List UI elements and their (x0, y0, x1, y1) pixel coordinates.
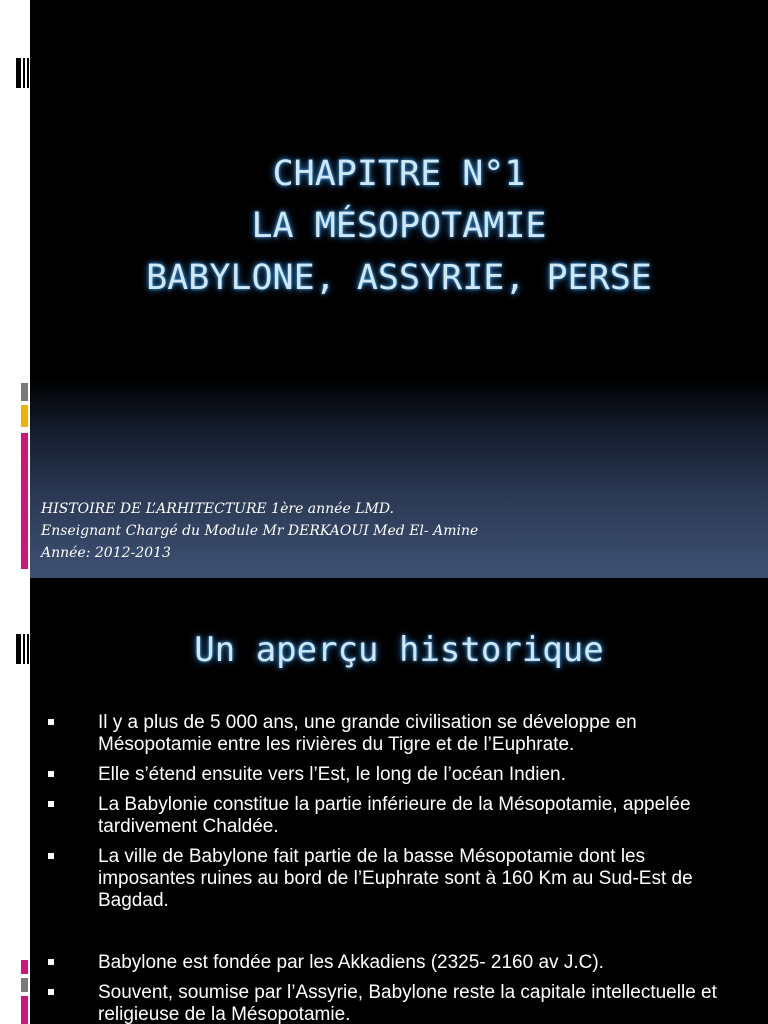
list-item (48, 712, 738, 756)
bullet-square-icon (48, 853, 54, 859)
year-line: Année: 2012-2013 (41, 545, 171, 561)
title-line: BABYLONE, ASSYRIE, PERSE (146, 258, 652, 298)
bullet-square-icon (48, 801, 54, 807)
course-line: HISTOIRE DE L’ARHITECTURE 1ère année LMD. (41, 501, 395, 517)
bullet-text: Elle s’étend ensuite vers l’Est, le long de l’océan Indien. (98, 764, 566, 785)
bullet-square-icon (48, 989, 54, 995)
bullet-square-icon (48, 959, 54, 965)
title-line: LA MÉSOPOTAMIE (251, 206, 547, 246)
list-item (48, 764, 738, 786)
accent-bar (21, 960, 28, 1024)
list-item (48, 846, 738, 912)
accent-bar (21, 383, 28, 569)
slide-marker-icon (15, 58, 29, 88)
slide-title: Un aperçu historique (194, 630, 604, 670)
bullet-text: Babylone est fondée par les Akkadiens (2325- 2160 av J.C). (98, 952, 604, 973)
teacher-line: Enseignant Chargé du Module Mr DERKAOUI Med El- Amine (41, 523, 479, 539)
list-item (48, 952, 738, 974)
title-line: CHAPITRE N°1 (272, 154, 526, 194)
list-item (48, 794, 738, 838)
bullet-text: Souvent, soumise par l’Assyrie, Babylone reste la capitale intellectuelle et religieuse de la Mésopotamie. (98, 982, 717, 1024)
bullet-text: La ville de Babylone fait partie de la basse Mésopotamie dont les imposantes ruines au bord de l’Euphrate sont à 160 Km au Sud-Est de Bagdad. (98, 846, 693, 911)
bullet-list (48, 712, 738, 1024)
list-item (48, 982, 738, 1024)
slide-title (30, 148, 768, 304)
content-slide (0, 578, 768, 1024)
bullet-square-icon (48, 719, 54, 725)
bullet-text: Il y a plus de 5 000 ans, une grande civilisation se développe en Mésopotamie entre les rivières du Tigre et de l’Euphrate. (98, 712, 637, 755)
bullet-text: La Babylonie constitue la partie inférieure de la Mésopotamie, appelée tardivement Chaldée. (98, 794, 691, 837)
slide-subtitle (41, 498, 478, 564)
slide-marker-icon (15, 634, 29, 664)
bullet-square-icon (48, 771, 54, 777)
